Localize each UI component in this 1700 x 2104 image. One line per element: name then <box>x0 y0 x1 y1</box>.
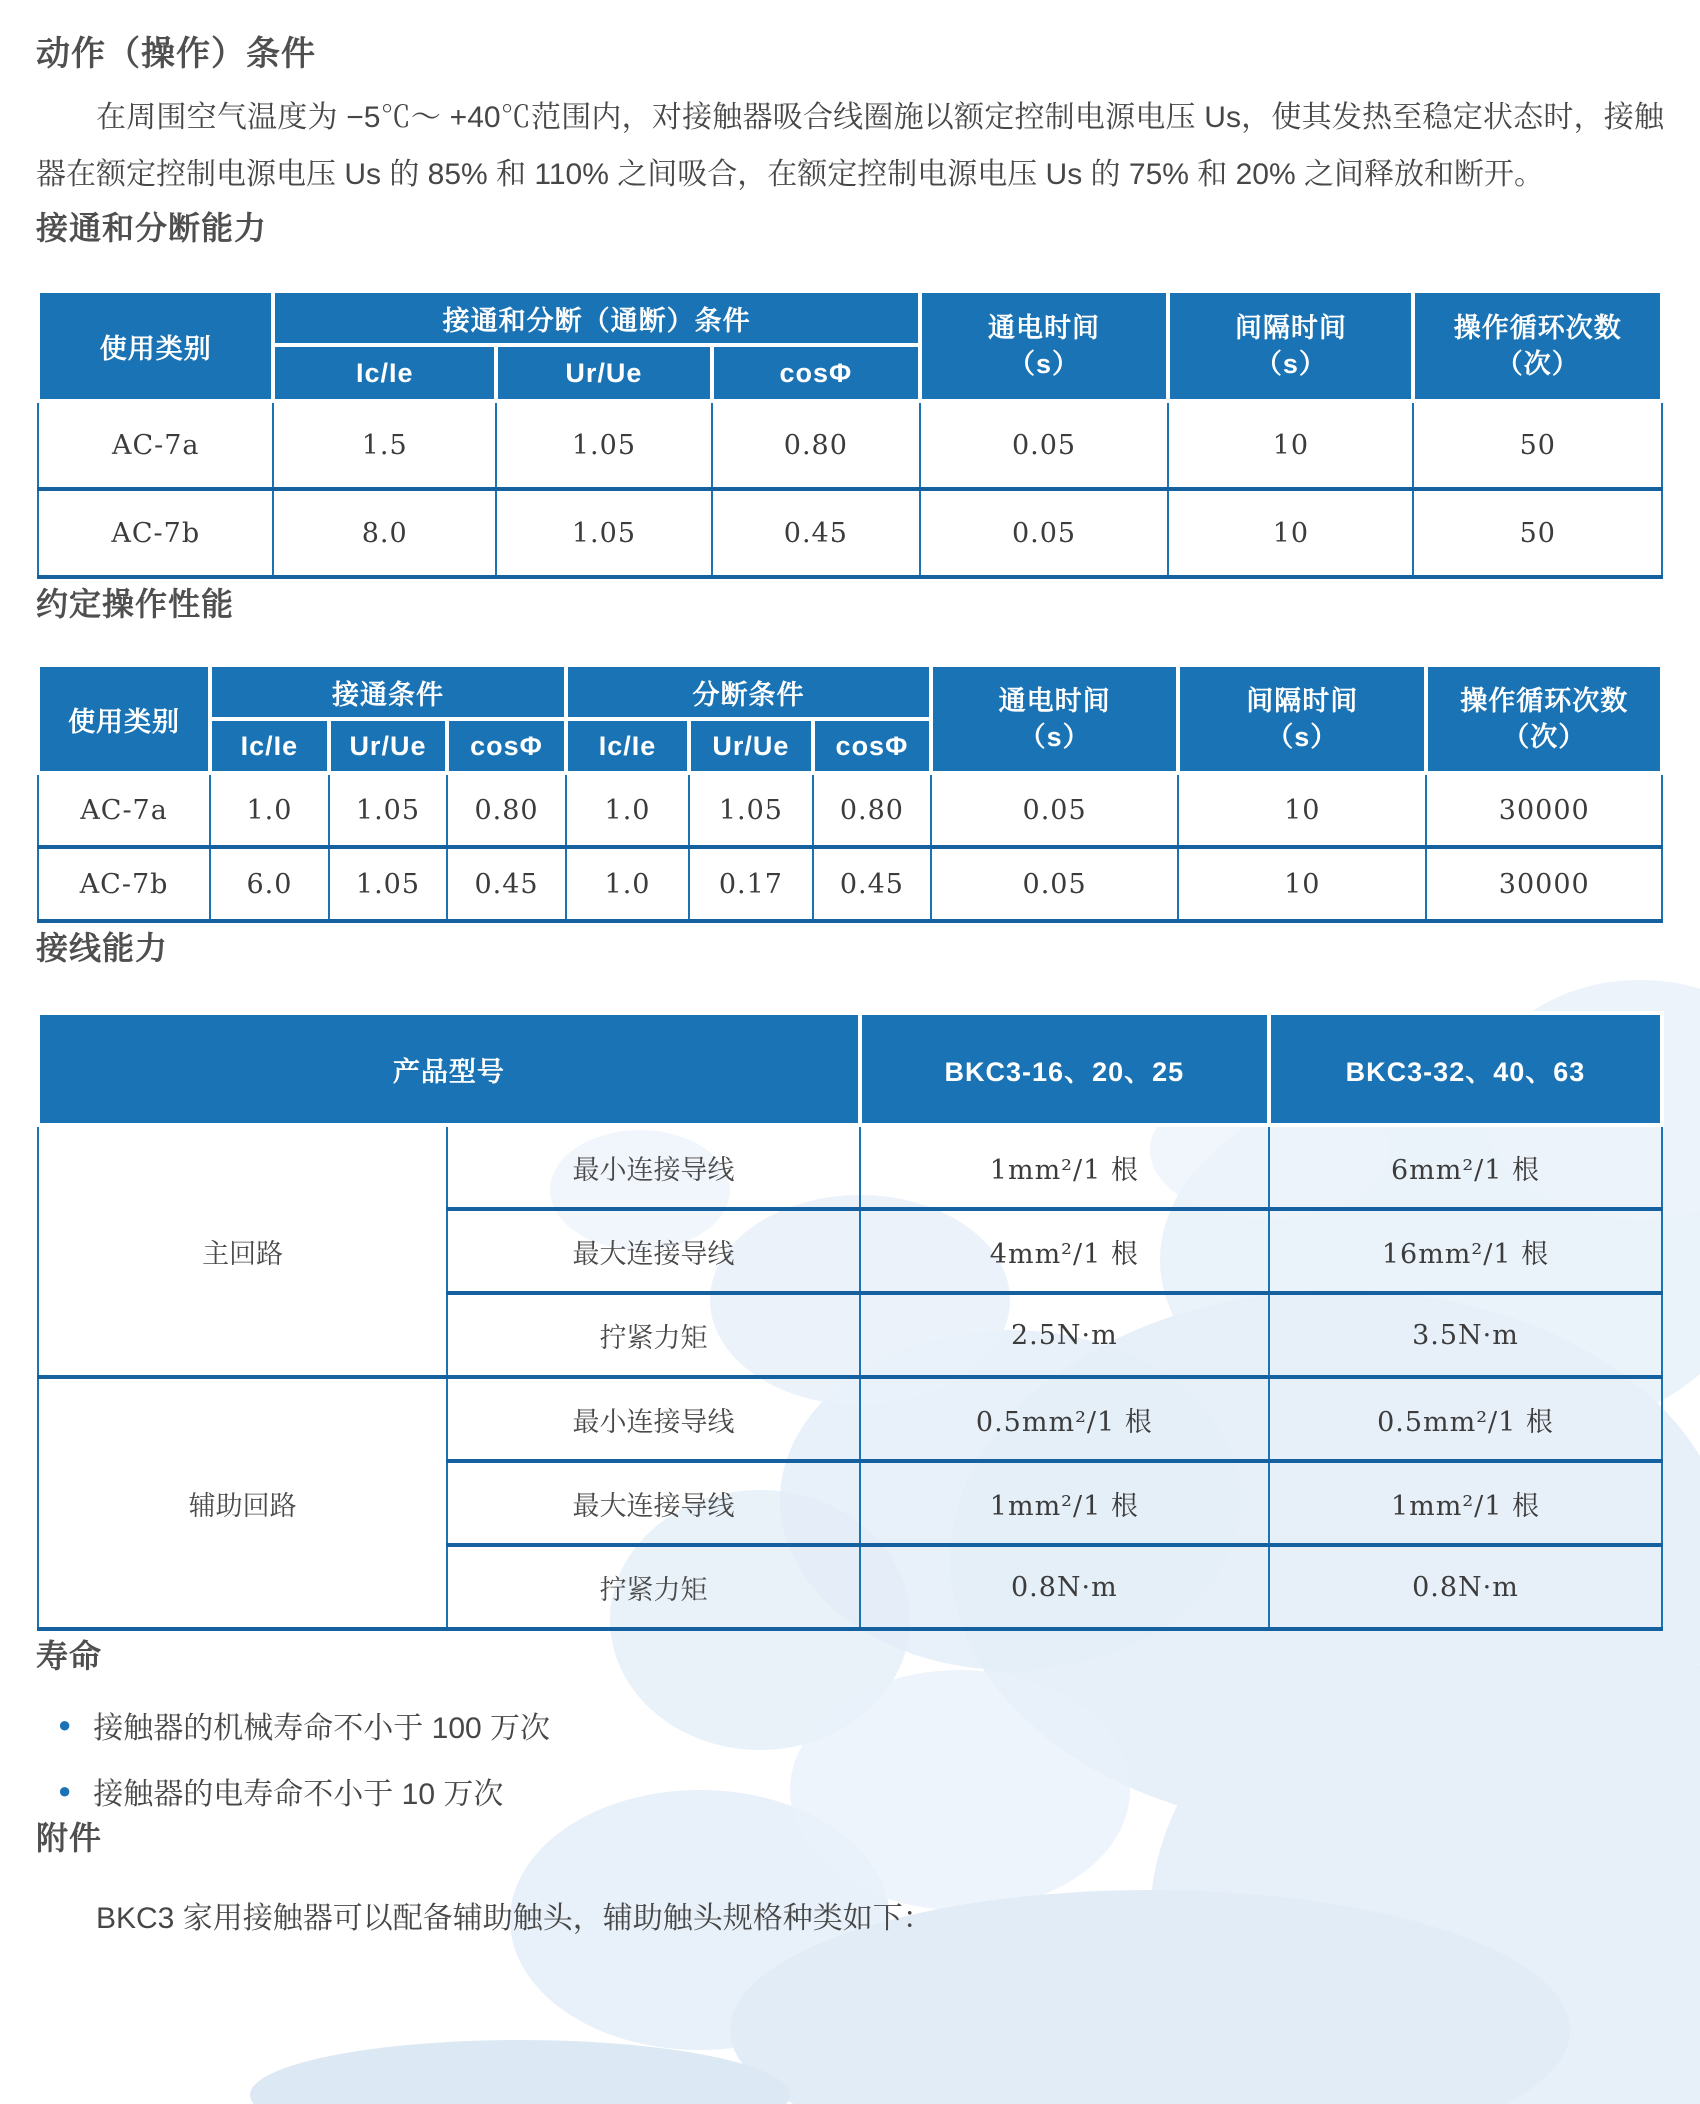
col-header-ur-ue: Ur/Ue <box>496 345 712 401</box>
row-label: 拧紧力矩 <box>447 1293 859 1377</box>
col-header-interval-time <box>1178 665 1426 773</box>
cell-on-time: 0.05 <box>920 489 1168 577</box>
cell-break-ic-ie: 1.0 <box>566 773 689 847</box>
cell-break-cos-phi: 0.45 <box>813 847 932 921</box>
operating-conditions-paragraph: 在周围空气温度为 −5℃～ +40℃范围内，对接触器吸合线圈施以额定控制电源电压 Us，使其发热至稳定状态时，接触器在额定控制电源电压 Us 的 85% 和 110% 之间吸合，在额定控制电源电压 Us 的 75% 和 20% 之间释放和断开。 <box>36 101 1664 191</box>
cell-model-small: 0.5mm²/1 根 <box>860 1377 1269 1461</box>
table-row-ac7b <box>38 847 1662 921</box>
cell-ur-ue: 1.05 <box>496 401 712 489</box>
interval-unit: （s） <box>1254 349 1327 379</box>
cell-make-ur-ue: 1.05 <box>329 847 448 921</box>
group-label-main-circuit: 主回路 <box>38 1125 447 1377</box>
on-time-unit: （s） <box>1018 722 1091 752</box>
cell-interval: 10 <box>1178 847 1426 921</box>
on-time-label: 通电时间 <box>998 685 1111 716</box>
cell-make-ic-ie: 6.0 <box>210 847 329 921</box>
col-header-usage-category: 使用类别 <box>38 665 210 773</box>
bullet-icon: ● <box>58 1712 72 1737</box>
on-time-label: 通电时间 <box>988 312 1101 343</box>
section-title-make-break-capacity: 接通和分断能力 <box>36 210 268 246</box>
cell-cos-phi: 0.45 <box>712 489 920 577</box>
cell-usage: AC-7b <box>38 489 273 577</box>
cell-model-large: 0.8N·m <box>1269 1545 1662 1629</box>
row-label: 最小连接导线 <box>447 1125 859 1209</box>
col-header-make-break-conditions: 接通和分断（通断）条件 <box>273 291 919 345</box>
section-title-lifespan: 寿命 <box>36 1638 103 1674</box>
section-title-conventional-performance: 约定操作性能 <box>36 586 235 622</box>
cell-on-time: 0.05 <box>931 773 1178 847</box>
cell-model-large: 16mm²/1 根 <box>1269 1209 1662 1293</box>
lifespan-electrical-text: 接触器的电寿命不小于 10 万次 <box>93 1778 504 1811</box>
section-title-wiring-capacity: 接线能力 <box>36 930 169 966</box>
cell-model-large: 1mm²/1 根 <box>1269 1461 1662 1545</box>
cell-break-ur-ue: 0.17 <box>689 847 812 921</box>
page-content <box>0 26 1700 1937</box>
cell-cycles: 30000 <box>1426 847 1662 921</box>
cell-break-ur-ue: 1.05 <box>689 773 812 847</box>
cell-interval: 10 <box>1178 773 1426 847</box>
cell-make-cos-phi: 0.45 <box>447 847 566 921</box>
table-row-ac7a <box>38 401 1662 489</box>
col-header-make-conditions: 接通条件 <box>210 665 566 719</box>
cell-model-small: 4mm²/1 根 <box>860 1209 1269 1293</box>
list-item <box>44 1703 1664 1747</box>
cycles-unit: （次） <box>1495 349 1580 379</box>
cell-make-cos-phi: 0.80 <box>447 773 566 847</box>
col-header-make-ic-ie: Ic/Ie <box>210 719 329 773</box>
col-header-cos-phi: cosΦ <box>712 345 920 401</box>
col-header-model-small: BKC3-16、20、25 <box>860 1013 1269 1125</box>
col-header-make-ur-ue: Ur/Ue <box>329 719 448 773</box>
col-header-make-cos-phi: cosΦ <box>447 719 566 773</box>
make-break-capacity-table <box>36 289 1664 579</box>
cell-break-cos-phi: 0.80 <box>813 773 932 847</box>
col-header-break-ur-ue: Ur/Ue <box>689 719 812 773</box>
cell-break-ic-ie: 1.0 <box>566 847 689 921</box>
cell-cycles: 50 <box>1413 401 1662 489</box>
cell-on-time: 0.05 <box>931 847 1178 921</box>
cell-on-time: 0.05 <box>920 401 1168 489</box>
cell-model-large: 0.5mm²/1 根 <box>1269 1377 1662 1461</box>
conventional-performance-table <box>36 663 1664 923</box>
cell-ic-ie: 8.0 <box>273 489 495 577</box>
lifespan-bullet-list <box>44 1703 1664 1813</box>
cell-cycles: 50 <box>1413 489 1662 577</box>
col-header-model-large: BKC3-32、40、63 <box>1269 1013 1662 1125</box>
col-header-on-time <box>931 665 1178 773</box>
cell-usage: AC-7b <box>38 847 210 921</box>
col-header-operation-cycles <box>1413 291 1662 401</box>
accessories-paragraph: BKC3 家用接触器可以配备辅助触头，辅助触头规格种类如下： <box>96 1902 933 1935</box>
cell-model-small: 2.5N·m <box>860 1293 1269 1377</box>
cell-ur-ue: 1.05 <box>496 489 712 577</box>
interval-label: 间隔时间 <box>1234 312 1347 343</box>
group-label-auxiliary-circuit: 辅助回路 <box>38 1377 447 1629</box>
table-row-ac7b <box>38 489 1662 577</box>
cell-usage: AC-7a <box>38 773 210 847</box>
row-label: 最大连接导线 <box>447 1461 859 1545</box>
interval-unit: （s） <box>1266 722 1339 752</box>
cycles-label: 操作循环次数 <box>1453 312 1622 343</box>
bullet-icon: ● <box>58 1778 72 1803</box>
cell-model-small: 0.8N·m <box>860 1545 1269 1629</box>
cell-model-large: 6mm²/1 根 <box>1269 1125 1662 1209</box>
cell-cycles: 30000 <box>1426 773 1662 847</box>
table-row-aux-min <box>38 1377 1662 1461</box>
interval-label: 间隔时间 <box>1246 685 1359 716</box>
cell-interval: 10 <box>1168 489 1413 577</box>
cell-model-small: 1mm²/1 根 <box>860 1125 1269 1209</box>
col-header-break-ic-ie: Ic/Ie <box>566 719 689 773</box>
section-title-operating-conditions: 动作（操作）条件 <box>36 35 316 73</box>
table-row-ac7a <box>38 773 1662 847</box>
col-header-interval-time <box>1168 291 1413 401</box>
row-label: 最小连接导线 <box>447 1377 859 1461</box>
cell-usage: AC-7a <box>38 401 273 489</box>
cell-model-large: 3.5N·m <box>1269 1293 1662 1377</box>
cell-cos-phi: 0.80 <box>712 401 920 489</box>
col-header-product-model: 产品型号 <box>38 1013 860 1125</box>
wiring-capacity-table <box>36 1011 1664 1631</box>
col-header-usage-category: 使用类别 <box>38 291 273 401</box>
cell-model-small: 1mm²/1 根 <box>860 1461 1269 1545</box>
lifespan-mechanical-text: 接触器的机械寿命不小于 100 万次 <box>93 1712 551 1745</box>
cell-interval: 10 <box>1168 401 1413 489</box>
cell-make-ur-ue: 1.05 <box>329 773 448 847</box>
cycles-label: 操作循环次数 <box>1460 685 1629 716</box>
cell-make-ic-ie: 1.0 <box>210 773 329 847</box>
cell-ic-ie: 1.5 <box>273 401 495 489</box>
on-time-unit: （s） <box>1008 349 1081 379</box>
row-label: 拧紧力矩 <box>447 1545 859 1629</box>
section-title-accessories: 附件 <box>36 1820 103 1856</box>
col-header-break-cos-phi: cosΦ <box>813 719 932 773</box>
cycles-unit: （次） <box>1502 722 1587 752</box>
col-header-on-time <box>920 291 1168 401</box>
col-header-break-conditions: 分断条件 <box>566 665 931 719</box>
col-header-operation-cycles <box>1426 665 1662 773</box>
row-label: 最大连接导线 <box>447 1209 859 1293</box>
col-header-ic-ie: Ic/Ie <box>273 345 495 401</box>
list-item <box>44 1769 1664 1813</box>
table-row-main-min <box>38 1125 1662 1209</box>
